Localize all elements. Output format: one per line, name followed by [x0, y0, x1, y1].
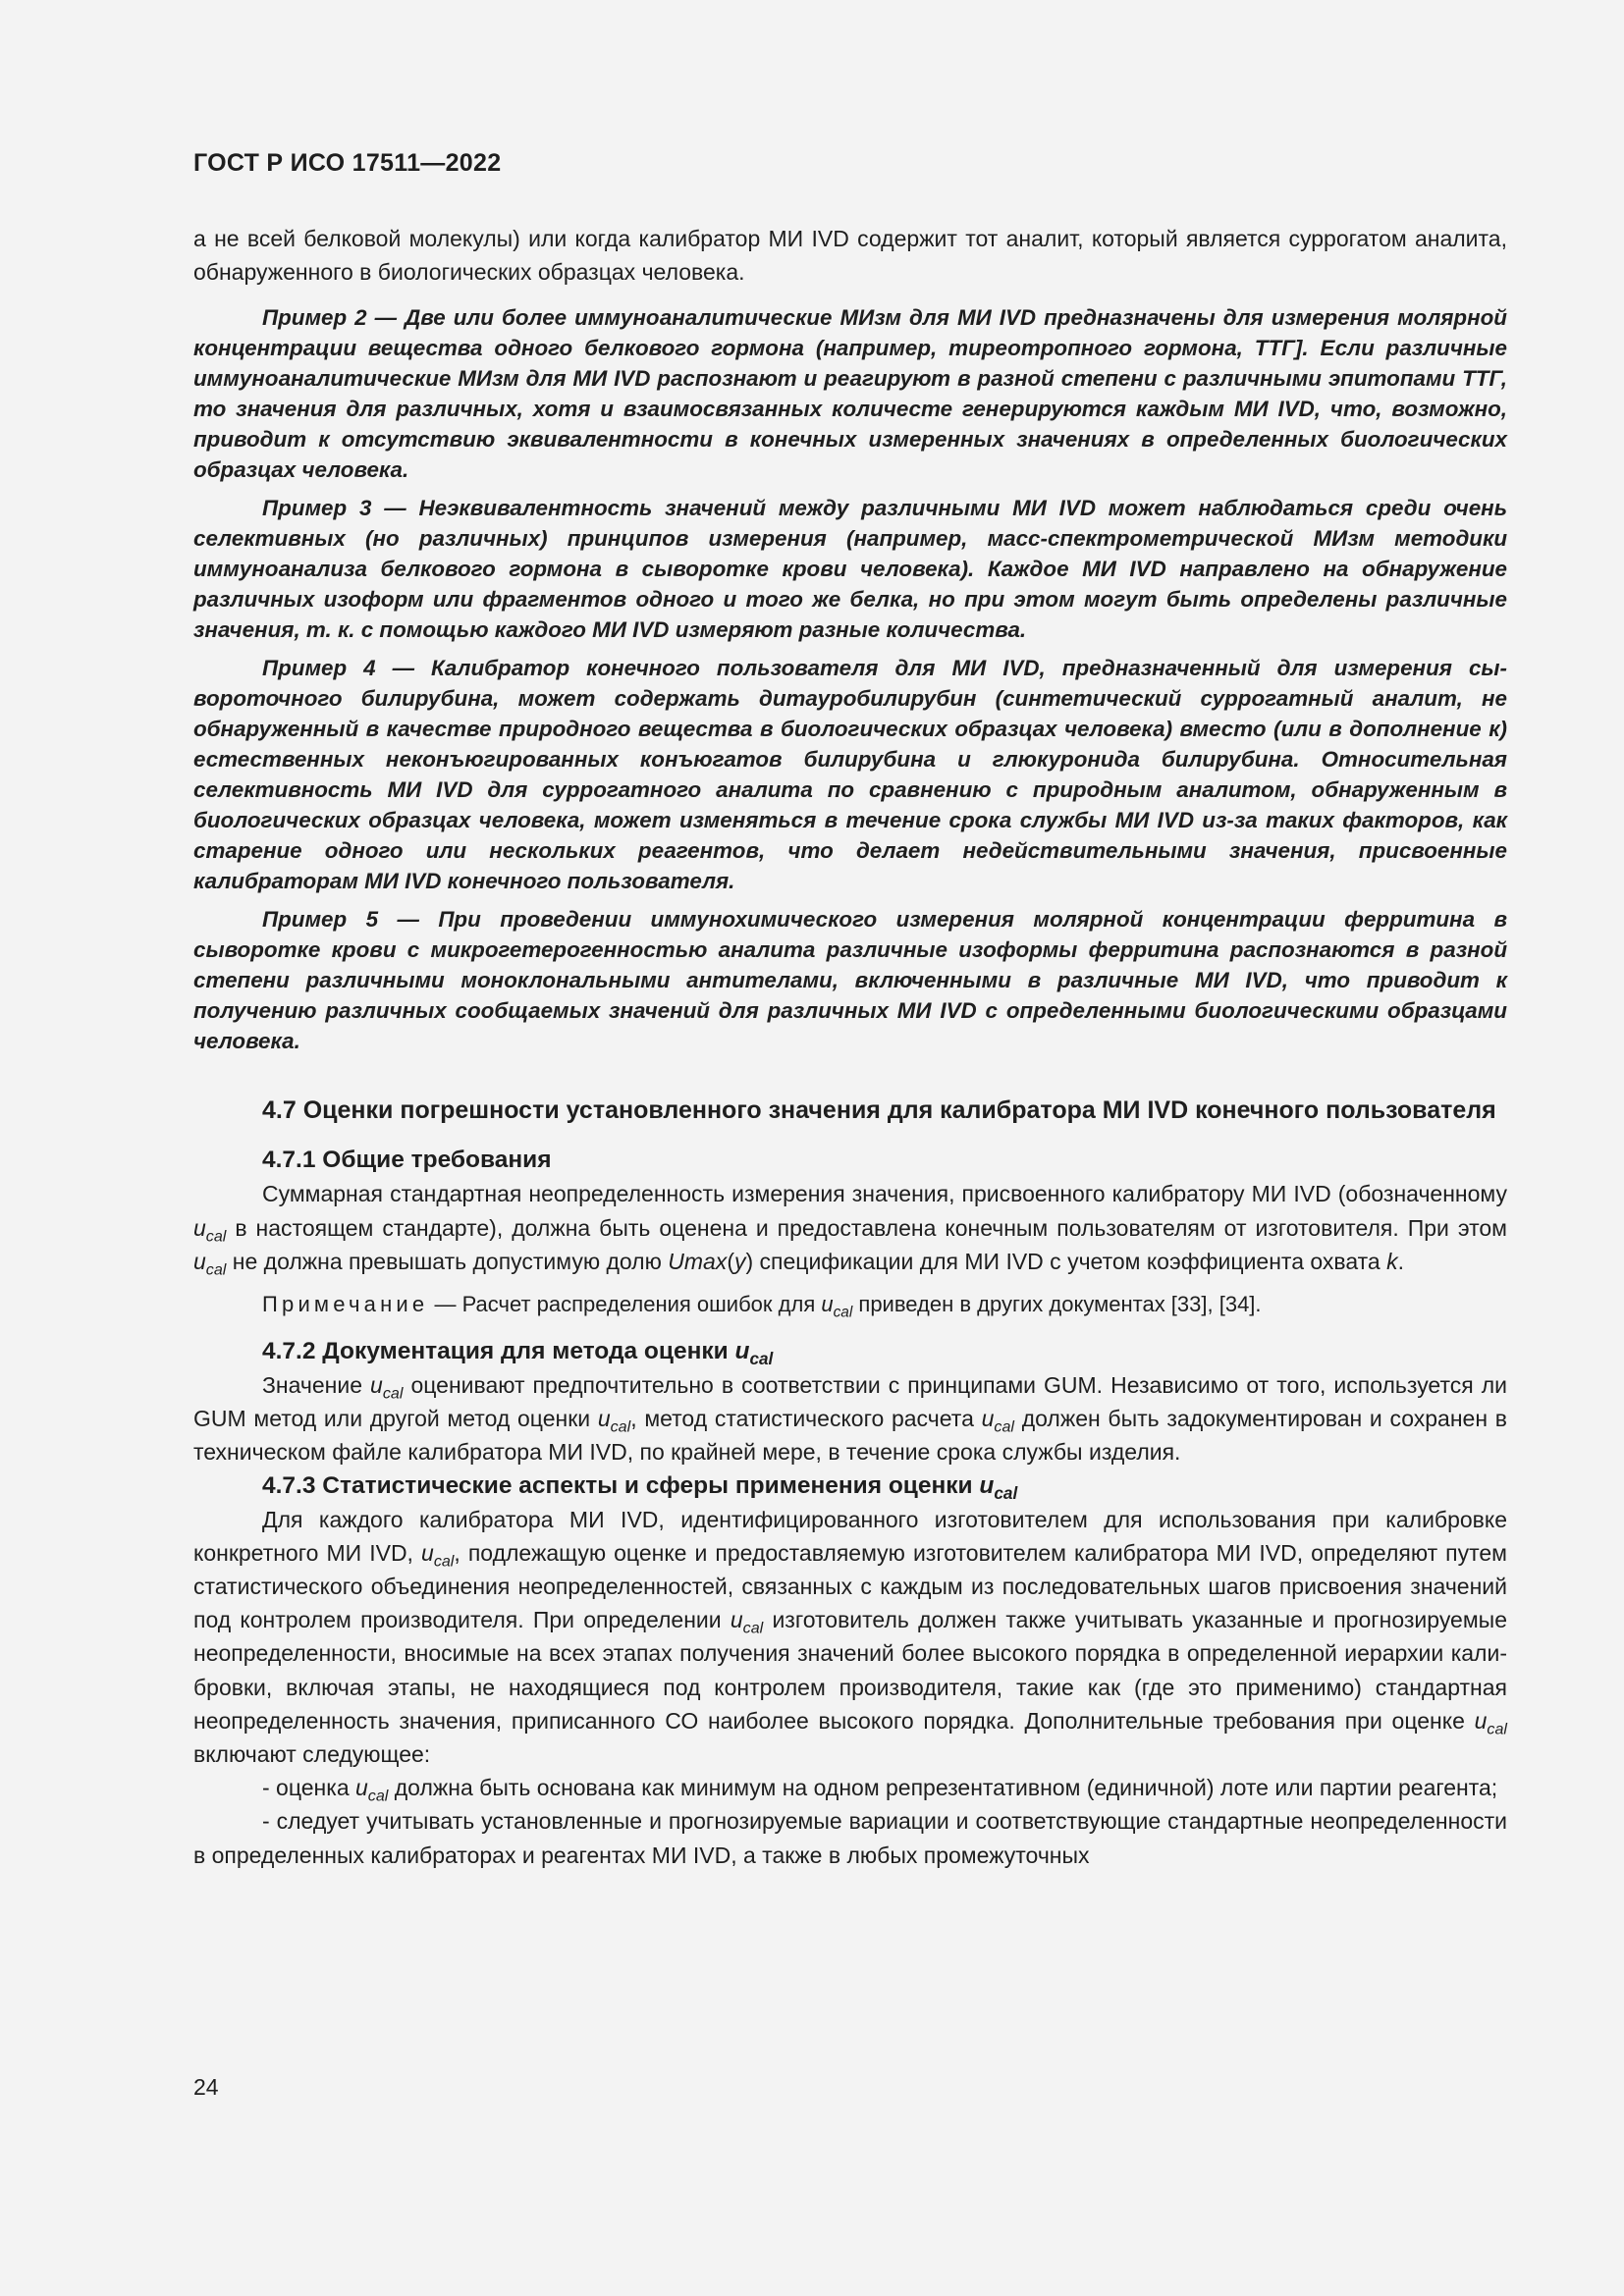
u-cal-symbol: $u_{cal}$ — [421, 1539, 455, 1571]
example-5: Пример 5 — При проведении иммунохимического измерения молярной концентрации ферритина в сыворотке крови с микрогетерогенностью аналита различные изоформы ферритина распознаются в разной степени различными моноклональными антителами, включенными в различные МИ IVD, что приводит к получению различных сообщаемых значений для различных МИ IVD с определенными биологическими образцами человека. — [193, 907, 1507, 1054]
bullet-item-2: - следует учитывать установленные и прогнозируемые вариации и соответствующие стандартные неопределенности в определенных калибраторах и реагентах МИ IVD, а также в любых промежуточных — [193, 1808, 1507, 1868]
intro-paragraph: а не всей белковой молекулы) или когда калибратор МИ IVD содержит тот аналит, который является суррогатом аналита, обнаруженного в биологических образцах человека. — [193, 226, 1507, 286]
section-4-7-title: 4.7 Оценки погрешности установленного значения для калибратора МИ IVD конечного пользователя — [262, 1096, 1496, 1125]
u-cal-symbol: $u_{cal}$ — [981, 1406, 1014, 1436]
section-4-7-1-title: 4.7.1 Общие требования — [262, 1147, 552, 1174]
u-cal-symbol: $u_{cal}$ — [370, 1372, 404, 1403]
page-content — [193, 222, 1507, 1872]
u-cal-symbol: $u_{cal}$ — [979, 1471, 1018, 1503]
section-4-7-2-paragraph: Значение $u_{cal}$ оценивают предпочтительно в соответствии с принципами GUM. Независимо от того, используется ли GUM метод или другой метод оценки $u_{cal}$, метод статистического расчета $u_{cal}$ должен быть задокументирован и сохранен в техническом файле калибратора МИ IVD, по крайней мере, в течение срока службы изделия. — [193, 1372, 1507, 1466]
u-cal-symbol: $u_{cal}$ — [193, 1214, 227, 1246]
u-cal-symbol: $u_{cal}$ — [355, 1775, 389, 1805]
page-number: 24 — [193, 2074, 219, 2100]
u-cal-symbol: $u_{cal}$ — [193, 1248, 227, 1279]
u-cal-symbol: $u_{cal}$ — [734, 1338, 774, 1369]
example-4: Пример 4 — Калибратор конечного пользователя для МИ IVD, предназначенный для измерения сывороточного билирубина, может содержать дитауробилирубин (синтетический суррогатный аналит, не обнаруженный в качестве природного вещества в биологических образцах человека) вместо (или в дополнение к) естественных неконъюгированных конъюгатов билирубина и глюкуронида билирубина. Относительная селективность МИ IVD для суррогатного аналита по сравнению с природным аналитом, обнаруженным в биологических образцах человека, может изменяться в течение срока службы МИ IVD из-за таких факторов, как старение одного или нескольких реагентов, что делает недействительными значения, присвоенные калибраторам МИ IVD конечного пользователя. — [193, 656, 1507, 894]
u-cal-symbol: $u_{cal}$ — [597, 1406, 631, 1436]
note-paragraph: Примечание — Расчет распределения ошибок для $u_{cal}$ приведен в других документах [33], [34]. — [262, 1292, 1262, 1321]
bullet-item-1: - оценка $u_{cal}$ должна быть основана как минимум на одном репрезентативном (единичной) лоте или партии реагента; — [262, 1775, 1498, 1805]
section-4-7-1-paragraph: Суммарная стандартная неопределенность измерения значения, присвоенного калибратору МИ IVD (обозначенному $u_{cal}$ в настоящем стандарте), должна быть оценена и предоставлена конечным пользователям от изготовителя. При этом $u_{cal}$ не должна превышать допустимую долю Umax(y) спецификации для МИ IVD с учетом коэффициента охвата k. — [193, 1181, 1507, 1279]
section-4-7-3-title: 4.7.3 Статистические аспекты и сферы применения оценки $u_{cal}$ — [262, 1471, 1018, 1503]
document-header: ГОСТ Р ИСО 17511—2022 — [193, 149, 502, 177]
example-2: Пример 2 — Две или более иммуноаналитические МИзм для МИ IVD предназначены для измерения молярной концентрации вещества одного белкового гормона (например, тиреотропного гормона, ТТГ]. Если различные иммуноаналитические МИзм для МИ IVD распознают и реагируют в разной степени с различными эпитопами ТТГ, то значения для различных, хотя и взаимосвязанных количесте генерируются каждым МИ IVD, что, возможно, приводит к отсутствию эквивалентности в конечных измеренных значениях в определенных биологических образцах человека. — [193, 305, 1507, 483]
u-cal-symbol: $u_{cal}$ — [1474, 1707, 1507, 1738]
section-4-7-3-paragraph: Для каждого калибратора МИ IVD, идентифицированного изготовителем для использования при калибровке конкретного МИ IVD, $u_{cal}$, подлежащую оценке и предоставляемую изготовителем калибратора МИ IVD, определяют путем статистического объединения неопределенностей, связанных с каждым из последовательных шагов присвоения значений под контролем производителя. При определении $u_{cal}$ изготовитель должен также учитывать указанные и прогнозируемые неопределенности, вносимые на всех этапах получения значений более высокого порядка в определенной иерархии калибровки, включая этапы, не находящиеся под контролем производителя, такие как (где это применимо) стандартная неопределенность значения, приписанного СО наиболее высокого порядка. Дополнительные требования при оценке $u_{cal}$ включают следующее: — [193, 1506, 1507, 1768]
u-cal-symbol: $u_{cal}$ — [821, 1292, 853, 1321]
note-label: Примечание — [262, 1292, 429, 1317]
example-3: Пример 3 — Неэквивалентность значений между различными МИ IVD может наблюдаться среди очень селективных (но различных) принципов измерения (например, масс-спектрометрической МИзм методики иммуноанализа белкового гормона в сыворотке крови человека). Каждое МИ IVD направлено на обнаружение различных изоформ или фрагментов одного и того же белка, но при этом могут быть определены различные значения, т. к. с помощью каждого МИ IVD измеряют разные количества. — [193, 496, 1507, 643]
u-cal-symbol: $u_{cal}$ — [730, 1607, 764, 1637]
section-4-7-2-title: 4.7.2 Документация для метода оценки $u_{cal}$ — [262, 1338, 774, 1369]
